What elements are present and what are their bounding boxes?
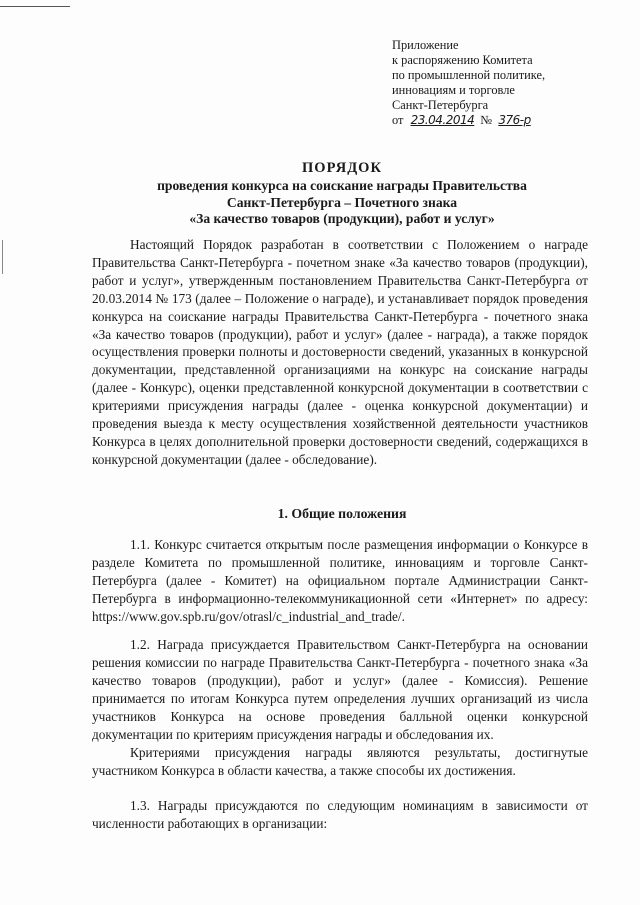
appendix-block [392, 38, 545, 128]
paragraph-1-2-text: 1.2. Награда присуждается Правительством Санкт-Петербурга на основании решения комиссии по награде Правительства Санкт-Петербурга - почетного знака «За качество товаров (продукции), работ и услуг» (далее - Комиссия). Решение принимается по итогам Конкурса путем определения лучших организаций из числа участников Конкурса на основе проведения балльной оценки конкурсной документации по критериям присуждения награды и обследования их. [92, 637, 588, 742]
appendix-line: Санкт-Петербурга [392, 98, 489, 112]
appendix-line: по промышленной политике, [392, 68, 546, 82]
intro-paragraph [92, 236, 588, 469]
appendix-line: к распоряжению Комитета [392, 53, 533, 67]
scan-margin-mark [2, 240, 3, 274]
paragraph-1-1 [92, 536, 588, 626]
handwritten-number: 376-р [498, 113, 531, 127]
date-prefix: от [392, 113, 404, 127]
subtitle-line: Санкт-Петербурга – Почетного знака [226, 194, 458, 210]
paragraph-1-2 [92, 636, 588, 743]
intro-text: Настоящий Порядок разработан в соответствии с Положением о награде Правительства Санкт-Петербурга - почетном знаке «За качество товаров (продукции), работ и услуг», утвержденным постановлением Правительства Санкт-Петербурга от 20.03.2014 № 173 (далее – Положение о награде), и устанавливает порядок проведения конкурса на соискание награды Правительства Санкт-Петербурга - почетного знака «За качество товаров (продукции), работ и услуг» (далее - награда), а также порядок осуществления проверки полноты и достоверности сведений, указанных в конкурсной документации, представленной организациями на конкурс на соискание награды (далее - Конкурс), оценки представленной конкурсной документации в соответствии с критериями присуждения награды (далее - оценка конкурсной документации) и проведения выезда к месту осуществления хозяйственной деятельности участников Конкурса в целях дополнительной проверки достоверности сведений, содержащихся в конкурсной документации (далее - обследование). [92, 237, 588, 467]
subtitle-line: проведения конкурса на соискание награды Правительства [157, 178, 527, 193]
criteria-paragraph [92, 744, 588, 780]
document-title: ПОРЯДОК [302, 160, 382, 176]
appendix-line: инновациям и торговле [392, 83, 515, 97]
appendix-date-line [392, 113, 545, 128]
section-heading: 1. Общие положения [277, 506, 407, 521]
criteria-text: Критериями присуждения награды являются результаты, достигнутые участником Конкурса в области качества, а также способы их достижения. [92, 745, 588, 778]
handwritten-date: 23.04.2014 [410, 113, 475, 127]
paragraph-1-3-text: 1.3. Награды присуждаются по следующим номинациям в зависимости от численности работающих в организации: [92, 798, 588, 831]
paragraph-1-1-text: 1.1. Конкурс считается открытым после размещения информации о Конкурсе в разделе Комитета по промышленной политике, инновациям и торговле Санкт-Петербурга (далее - Комитет) на официальном портале Администрации Санкт-Петербурга в информационно-телекоммуникационной сети «Интернет» по адресу: https://www.gov.spb.ru/gov/otrasl/c_industrial_and_trade/. [92, 537, 588, 624]
document-subtitle [92, 178, 592, 228]
subtitle-line: «За качество товаров (продукции), работ и услуг» [189, 211, 495, 226]
appendix-line: Приложение [392, 38, 459, 52]
number-label: № [480, 113, 493, 127]
scan-edge-line [0, 6, 70, 7]
paragraph-1-3 [92, 797, 588, 833]
